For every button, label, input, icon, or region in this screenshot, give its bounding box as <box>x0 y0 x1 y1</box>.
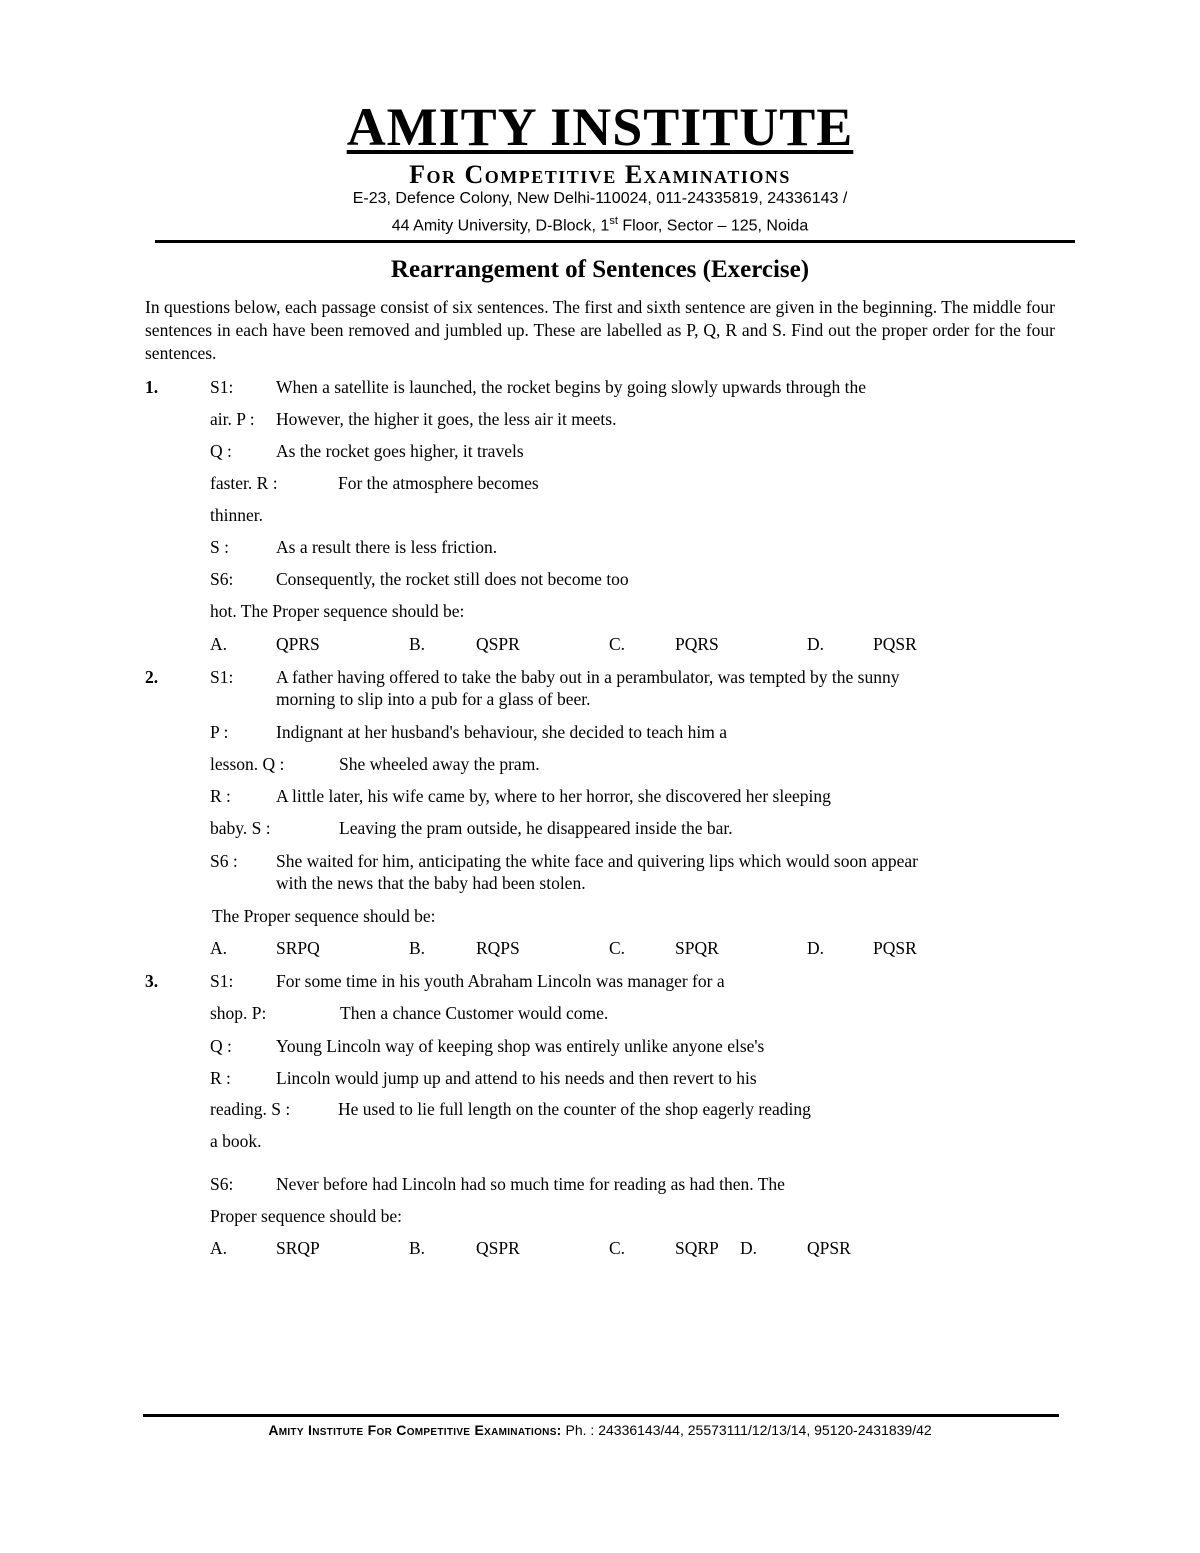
sentence-text: A little later, his wife came by, where to her horror, she discovered her sleeping <box>276 786 831 806</box>
institute-title: AMITY INSTITUTE <box>346 97 854 157</box>
option-label: B. <box>409 1238 426 1258</box>
institute-subtitle: For Competitive Examinations <box>409 160 791 189</box>
sentence-label: air. P : <box>210 409 255 429</box>
option-label: C. <box>609 1238 626 1258</box>
sentence-text: Never before had Lincoln had so much time for reading as had then. The <box>276 1174 785 1194</box>
sentence-text: Consequently, the rocket still does not become too <box>276 569 629 589</box>
instructions: In questions below, each passage consist of six sentences. The first and sixth sentence are given in the beginning. The middle four sentences in each have been removed and jumbled up. These are labelled as P, Q, R and S. Find out the proper order for the four sentences. <box>145 297 1055 363</box>
footer-phones: Ph. : 24336143/44, 25573111/12/13/14, 95120-2431839/42 <box>561 1422 932 1438</box>
option-value: QPRS <box>276 634 320 654</box>
sentence-text: Young Lincoln way of keeping shop was entirely unlike anyone else's <box>276 1036 765 1056</box>
sentence-label: shop. P: <box>210 1003 267 1023</box>
sentence-text: thinner. <box>210 505 263 525</box>
sentence-text: She waited for him, anticipating the white face and quivering lips which would soon appear <box>276 851 918 871</box>
option-value: SPQR <box>675 938 719 958</box>
option-label: C. <box>609 938 626 958</box>
footer <box>0 1422 1200 1438</box>
sentence-text: morning to slip into a pub for a glass of beer. <box>276 689 591 709</box>
sentence-label: baby. S : <box>210 818 271 838</box>
sentence-text: a book. <box>210 1131 262 1151</box>
option-label: B. <box>409 938 426 958</box>
option-label: A. <box>210 634 228 654</box>
sentence-label: Q : <box>210 1036 232 1056</box>
option-value: RQPS <box>476 938 520 958</box>
sentence-text: When a satellite is launched, the rocket begins by going slowly upwards through the <box>276 377 867 397</box>
option-value: QSPR <box>476 1238 520 1258</box>
option-label: A. <box>210 1238 228 1258</box>
option-label: B. <box>409 634 426 654</box>
sentence-label: S6: <box>210 1174 234 1194</box>
sentence-text: A father having offered to take the baby out in a perambulator, was tempted by the sunny <box>276 667 900 687</box>
sentence-text: Leaving the pram outside, he disappeared inside the bar. <box>339 818 733 838</box>
header-divider <box>155 240 1075 243</box>
sentence-label: P : <box>210 722 229 742</box>
address-line-1: E-23, Defence Colony, New Delhi-110024, 011-24335819, 24336143 / <box>352 190 848 207</box>
sentence-label: S1: <box>210 377 234 397</box>
sentence-text: Indignant at her husband's behaviour, she decided to teach him a <box>276 722 727 742</box>
option-value: SRPQ <box>276 938 320 958</box>
option-label: A. <box>210 938 228 958</box>
sentence-label: reading. S : <box>210 1099 291 1119</box>
option-value: SQRP <box>675 1238 719 1258</box>
sentence-label: faster. R : <box>210 473 278 493</box>
sentence-label: S : <box>210 537 229 557</box>
option-value: QPSR <box>807 1238 851 1258</box>
sentence-text: She wheeled away the pram. <box>339 754 540 774</box>
address-line-2: 44 Amity University, D-Block, 1st Floor, Sector – 125, Noida <box>391 215 809 235</box>
sequence-prompt: Proper sequence should be: <box>210 1206 402 1226</box>
sentence-text: As the rocket goes higher, it travels <box>276 441 524 461</box>
question-number: 2. <box>145 667 159 687</box>
option-label: D. <box>807 634 825 654</box>
page-heading: Rearrangement of Sentences (Exercise) <box>390 256 810 283</box>
sentence-text: For the atmosphere becomes <box>338 473 539 493</box>
option-value: PQSR <box>873 634 917 654</box>
sentence-label: S6: <box>210 569 234 589</box>
sentence-text: However, the higher it goes, the less air it meets. <box>276 409 617 429</box>
sentence-label: Q : <box>210 441 232 461</box>
sentence-label: S1: <box>210 971 234 991</box>
sentence-label: R : <box>210 786 231 806</box>
sentence-text: For some time in his youth Abraham Lincoln was manager for a <box>276 971 725 991</box>
option-label: D. <box>807 938 825 958</box>
sentence-label: R : <box>210 1068 231 1088</box>
option-value: SRQP <box>276 1238 320 1258</box>
option-value: PQRS <box>675 634 719 654</box>
footer-institute-name: Amity Institute For Competitive Examinations: <box>268 1422 562 1438</box>
sentence-text: He used to lie full length on the counter of the shop eagerly reading <box>338 1099 811 1119</box>
option-value: PQSR <box>873 938 917 958</box>
option-value: QSPR <box>476 634 520 654</box>
question-number: 1. <box>145 377 159 397</box>
sentence-label: S1: <box>210 667 234 687</box>
footer-divider <box>143 1414 1059 1417</box>
sentence-text: Then a chance Customer would come. <box>340 1003 609 1023</box>
sentence-text: As a result there is less friction. <box>276 537 498 557</box>
sentence-label: lesson. Q : <box>210 754 285 774</box>
sequence-prompt: The Proper sequence should be: <box>212 906 436 926</box>
sequence-prompt: hot. The Proper sequence should be: <box>210 601 465 621</box>
sentence-label: S6 : <box>210 851 238 871</box>
question-number: 3. <box>145 971 159 991</box>
sentence-text: with the news that the baby had been stolen. <box>276 873 586 893</box>
option-label: D. <box>740 1238 758 1258</box>
option-label: C. <box>609 634 626 654</box>
sentence-text: Lincoln would jump up and attend to his needs and then revert to his <box>276 1068 757 1088</box>
